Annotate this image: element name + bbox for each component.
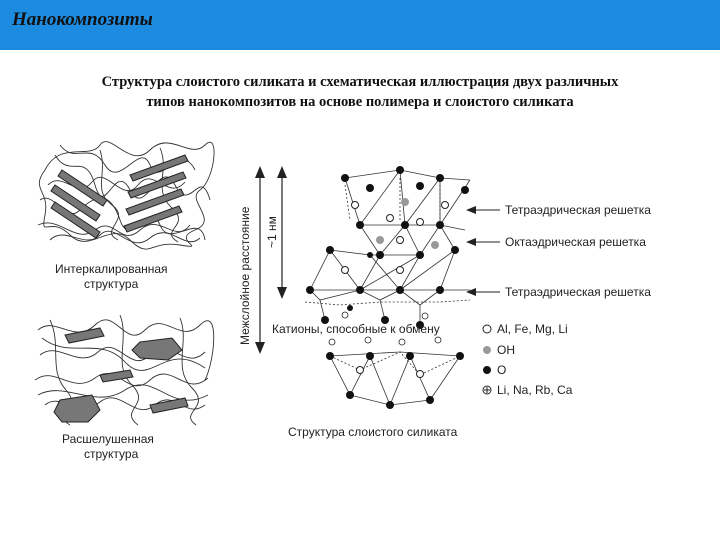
open-circle-icon: [483, 325, 491, 333]
page-title: Нанокомпозиты: [12, 9, 153, 30]
gray-dot-icon: [483, 346, 491, 354]
intercalated-label-1: Интеркалированная: [55, 262, 168, 276]
black-dot-icon: [483, 366, 491, 374]
legend: [483, 322, 573, 397]
cation-symbol-icon: [483, 386, 491, 394]
tetrahedral-bottom-label: Тетраэдрическая решетка: [505, 285, 651, 299]
caption-line-1: Структура слоистого силиката и схематическая иллюстрация двух различных: [101, 74, 619, 90]
silicate-lattice: [305, 166, 470, 409]
nm-label: ~1 нм: [265, 216, 279, 248]
intercalated-illustration: [38, 142, 214, 291]
tetrahedral-top-label: Тетраэдрическая решетка: [505, 203, 651, 217]
cations-label: Катионы, способные к обмену: [272, 322, 440, 336]
exfoliated-illustration: [35, 315, 214, 461]
header-bar: [0, 0, 720, 50]
slide-caption: [20, 72, 700, 112]
legend-label-3: O: [497, 363, 507, 377]
intercalated-label-2: структура: [84, 277, 139, 291]
legend-label-4: Li, Na, Rb, Ca: [497, 383, 573, 397]
interlayer-distance-label: Межслойное расстояние: [238, 206, 252, 345]
exfoliated-label-2: структура: [84, 447, 139, 461]
exfoliated-label-1: Расшелушенная: [62, 432, 154, 446]
silicate-diagram: [0, 130, 720, 470]
lattice-labels: [272, 203, 651, 439]
legend-label-2: OH: [497, 343, 515, 357]
structure-caption: Структура слоистого силиката: [288, 425, 458, 439]
octahedral-label: Октаэдрическая решетка: [505, 235, 646, 249]
legend-label-1: Al, Fe, Mg, Li: [497, 322, 568, 336]
caption-line-2: типов нанокомпозитов на основе полимера и слоистого силиката: [146, 94, 574, 110]
